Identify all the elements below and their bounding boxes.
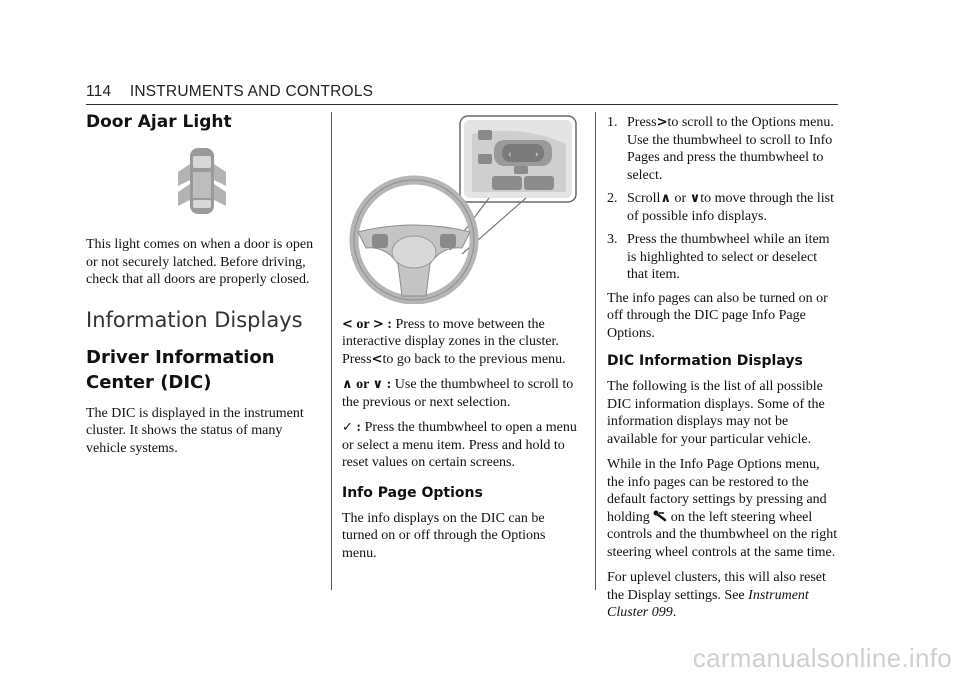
list-item: 2. Scroll∧ or ∨to move through the list of possible info displays. — [607, 191, 835, 224]
header-rule — [86, 104, 838, 105]
chevron-down-icon: ∨ — [689, 191, 701, 206]
instrument-cluster-link[interactable]: Instrument Cluster — [607, 587, 809, 620]
column-middle — [342, 114, 578, 562]
door-ajar-heading: Door Ajar Light — [86, 112, 232, 132]
list-item: 1. Press>to scroll to the Options menu. Use the thumbwheel to scroll to Info Pages and press the thumbwheel to select. — [607, 115, 834, 183]
info-page-options-text: The info displays on the DIC can be turned on or off through the Options menu. — [342, 510, 546, 561]
chevron-down-icon: ∨ — [372, 377, 384, 392]
thumbwheel-left-right-text: < or > : Press to move between the interactive display zones in the cluster. Press<to go back to the previous menu. — [342, 316, 566, 367]
uplevel-clusters-text: For uplevel clusters, this will also reset the Display settings. See Instrument Cluster 099. — [607, 570, 826, 620]
door-ajar-text: This light comes on when a door is open or not securely latched. Before driving, check that all doors are properly closed. — [86, 237, 314, 287]
chevron-up-icon: ∧ — [660, 191, 672, 206]
column-left — [86, 112, 318, 457]
checkmark-icon: ✓ — [342, 420, 353, 435]
column-right — [607, 114, 839, 622]
dic-text: The DIC is displayed in the instrument cluster. It shows the status of many vehicle systems. — [86, 405, 304, 456]
steps-list — [607, 114, 839, 284]
svg-text:›: › — [535, 150, 539, 160]
column-divider-1 — [331, 112, 332, 590]
column-divider-2 — [595, 112, 596, 590]
chevron-left-icon: < — [342, 316, 353, 332]
chevron-right-icon: > — [372, 316, 384, 332]
svg-text:‹: ‹ — [508, 150, 512, 160]
restore-defaults-text: While in the Info Page Options menu, the info pages can be restored to the default factory settings by pressing and holding on the left steering wheel controls and the thumbwheel on the right steering wheel controls at the same time. — [607, 457, 838, 560]
dic-info-text: The following is the list of all possible DIC information displays. Some of the information displays may not be available for your particular vehicle. — [607, 379, 825, 447]
page-number: 114 — [86, 83, 112, 100]
dic-information-displays-heading: DIC Information Displays — [607, 353, 803, 369]
page-header — [86, 83, 373, 101]
section-title: INSTRUMENTS AND CONTROLS — [129, 83, 374, 100]
watermark: carmanualsonline.info — [692, 643, 952, 673]
list-item: 3. Press the thumbwheel while an item is highlighted to select or deselect that item. — [607, 232, 830, 282]
chevron-right-icon: > — [656, 115, 668, 130]
thumbwheel-up-down-text: ∧ or ∨ : Use the thumbwheel to scroll to the previous or next selection. — [342, 377, 574, 410]
info-pages-toggle-text: The info pages can also be turned on or off through the DIC page Info Page Options. — [607, 290, 828, 341]
door-ajar-car-icon — [169, 146, 235, 218]
steering-wheel-controls-illustration — [342, 114, 578, 304]
page-ref-icon: 0 — [651, 605, 659, 620]
dic-heading: Driver Information Center (DIC) — [86, 346, 275, 393]
info-page-options-heading: Info Page Options — [342, 484, 483, 501]
chevron-up-icon: ∧ — [342, 377, 353, 392]
thumbwheel-press-text: ✓ : Press the thumbwheel to open a menu or select a menu item. Press and hold to reset values on certain screens. — [342, 420, 577, 470]
information-displays-heading: Information Displays — [86, 307, 303, 332]
reset-stalk-icon — [653, 510, 667, 522]
chevron-left-icon: < — [371, 351, 383, 367]
